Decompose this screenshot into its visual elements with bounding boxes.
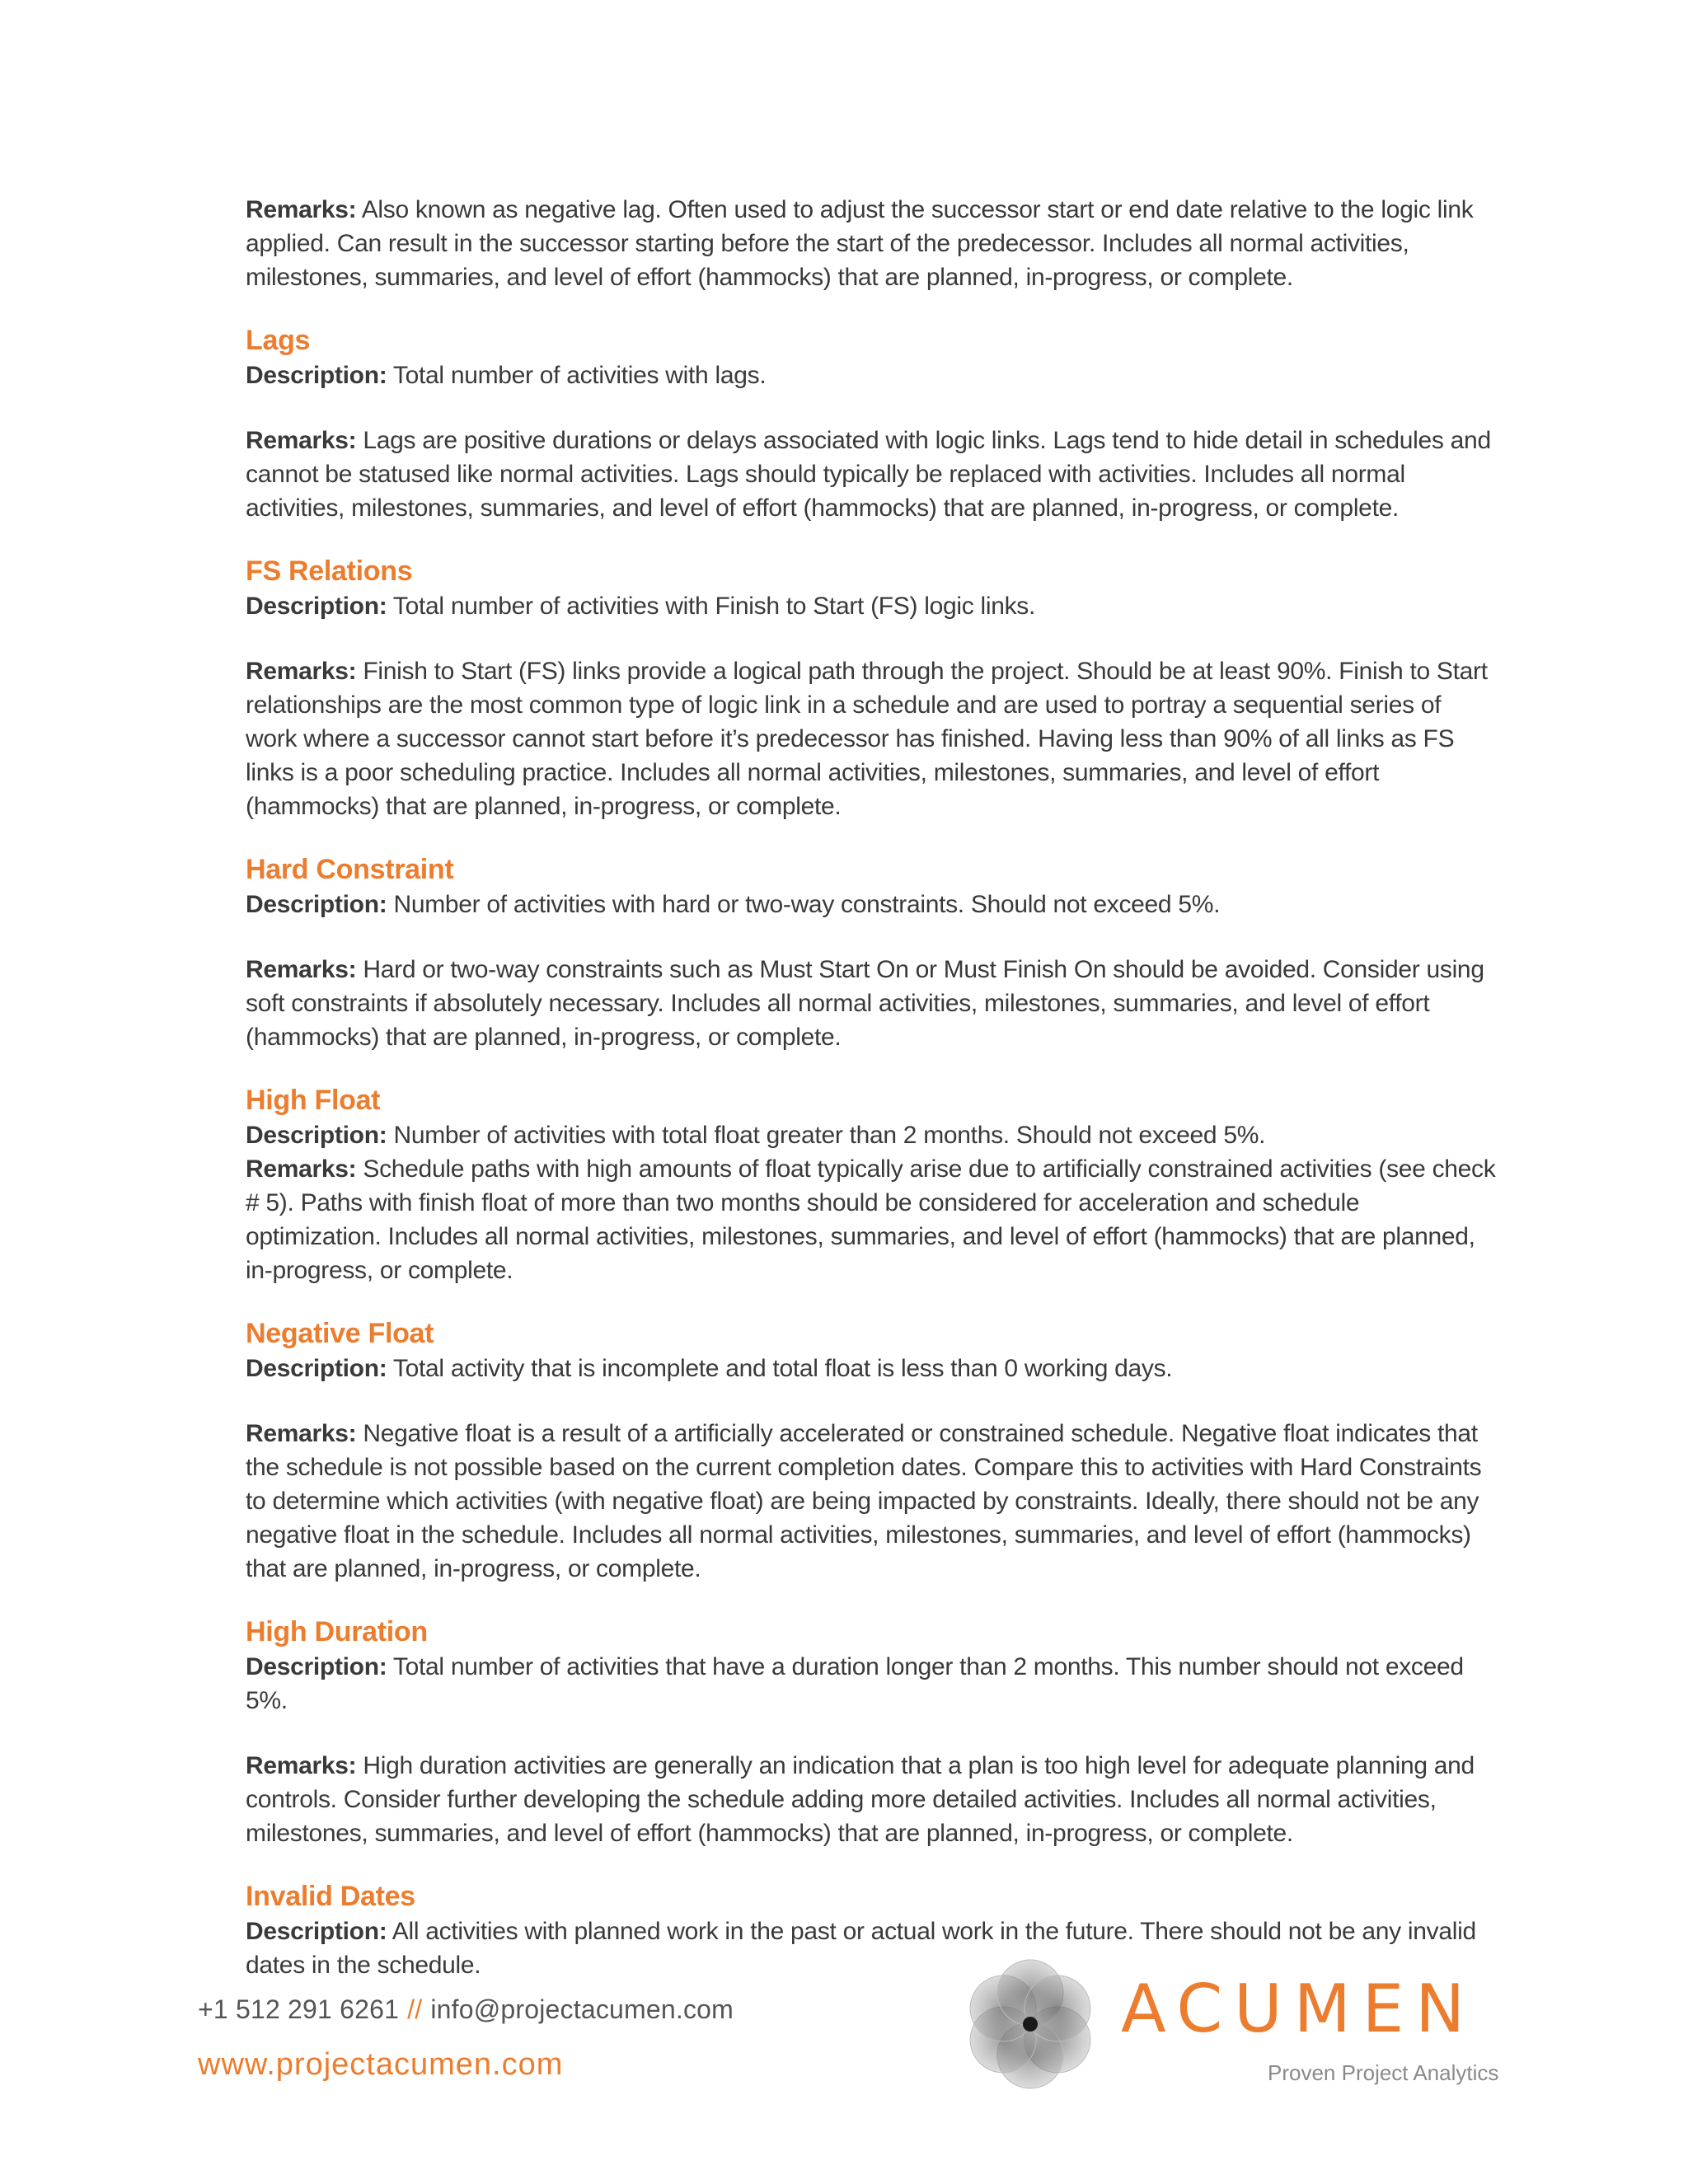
section-description: [246, 888, 1498, 921]
description-label: Description:: [246, 1653, 387, 1680]
description-label: Description:: [246, 891, 387, 918]
section-heading: Lags: [246, 325, 311, 356]
acumen-logo-icon: [963, 1957, 1098, 2092]
description-text: Total activity that is incomplete and total float is less than 0 working days.: [387, 1355, 1173, 1382]
logo-tagline: Proven Project Analytics: [1268, 2060, 1499, 2085]
description-label: Description:: [246, 1355, 387, 1382]
footer-contact: [198, 1994, 734, 2025]
logo-petal: [1025, 1975, 1090, 2041]
logo-wordmark: ACUMEN: [1121, 1971, 1477, 2047]
section-description: [246, 1352, 1498, 1385]
remarks-text: Negative float is a result of a artificially accelerated or constrained schedule. Negative float indicates that the schedule is not possible based on the current completion dates. Compare this to activities with Hard Constraints to determine which activities (with negative float) are being impacted by constraints. Ideally, there should not be any negative float in the schedule. Includes all normal activities, milestones, summaries, and level of effort (hammocks) that are planned, in-progress, or complete.: [246, 1420, 1482, 1582]
footer-separator: //: [407, 1994, 423, 2024]
remarks-text: Also known as negative lag. Often used to adjust the successor start or end date relative to the logic link applied. Can result in the successor starting before the start of the predecessor. Includes all normal activities, milestones, summaries, and level of effort (hammocks) that are planned, in-progress, or complete.: [246, 196, 1474, 291]
description-text: Total number of activities that have a duration longer than 2 months. This number should not exceed 5%.: [246, 1653, 1464, 1714]
remarks-label: Remarks:: [246, 1752, 357, 1779]
section-description: [246, 589, 1498, 623]
description-text: Number of activities with total float greater than 2 months. Should not exceed 5%.: [387, 1122, 1266, 1149]
description-text: Number of activities with hard or two-way constraints. Should not exceed 5%.: [387, 891, 1221, 918]
section-heading: FS Relations: [246, 555, 413, 587]
section-heading: High Duration: [246, 1616, 428, 1647]
remarks-text: Schedule paths with high amounts of float typically arise due to artificially constrained activities (see check # 5). Paths with finish float of more than two months should be considered for acceleration and schedule optimization. Includes all normal activities, milestones, summaries, and level of effort (hammocks) that are planned, in-progress, or complete.: [246, 1155, 1496, 1284]
section-remarks: [246, 953, 1498, 1054]
description-text: Total number of activities with Finish to Start (FS) logic links.: [387, 593, 1036, 620]
remarks-label: Remarks:: [246, 427, 357, 454]
remarks-label: Remarks:: [246, 658, 357, 685]
description-label: Description:: [246, 362, 387, 389]
section-remarks: [246, 1417, 1498, 1586]
section-description: [246, 359, 1498, 392]
section-remarks: [246, 654, 1498, 823]
remarks-label: Remarks:: [246, 1155, 357, 1183]
remarks-text: High duration activities are generally an indication that a plan is too high level for adequate planning and controls. Consider further developing the schedule adding more detailed activities. Includes all normal activities, milestones, summaries, and level of effort (hammocks) that are planned, in-progress, or complete.: [246, 1752, 1475, 1847]
intro-remarks: [246, 193, 1498, 294]
description-label: Description:: [246, 593, 387, 620]
footer-website[interactable]: www.projectacumen.com: [198, 2047, 564, 2082]
footer-email[interactable]: info@projectacumen.com: [430, 1994, 734, 2024]
remarks-label: Remarks:: [246, 1420, 357, 1447]
section-heading: Invalid Dates: [246, 1881, 415, 1912]
description-text: All activities with planned work in the past or actual work in the future. There should not be any invalid dates in the schedule.: [246, 1918, 1476, 1979]
description-label: Description:: [246, 1918, 387, 1945]
remarks-text: Lags are positive durations or delays associated with logic links. Lags tend to hide detail in schedules and cannot be statused like normal activities. Lags should typically be replaced with activities. Includes all normal activities, milestones, summaries, and level of effort (hammocks) that are planned, in-progress, or complete.: [246, 427, 1491, 522]
section-heading: Negative Float: [246, 1318, 434, 1349]
footer-phone: +1 512 291 6261: [198, 1994, 400, 2024]
remarks-label: Remarks:: [246, 196, 357, 223]
document-body: [246, 193, 1498, 1982]
section-description: [246, 1650, 1498, 1718]
metric-sections: [246, 322, 1498, 1982]
description-text: Total number of activities with lags.: [387, 362, 767, 389]
section-remarks: [246, 1749, 1498, 1850]
remarks-label: Remarks:: [246, 956, 357, 983]
section-remarks: [246, 1152, 1498, 1287]
section-heading: High Float: [246, 1085, 381, 1116]
remarks-text: Hard or two-way constraints such as Must Start On or Must Finish On should be avoided. Consider using soft constraints if absolutely necessary. Includes all normal activities, milestones, summaries, and level of effort (hammocks) that are planned, in-progress, or complete.: [246, 956, 1484, 1051]
section-remarks: [246, 424, 1498, 525]
section-description: [246, 1118, 1498, 1152]
description-label: Description:: [246, 1122, 387, 1149]
remarks-text: Finish to Start (FS) links provide a logical path through the project. Should be at least 90%. Finish to Start relationships are the most common type of logic link in a schedule and are used to portray a sequential series of work where a successor cannot start before it’s predecessor has finished. Having less than 90% of all links as FS links is a poor scheduling practice. Includes all normal activities, milestones, summaries, and level of effort (hammocks) that are planned, in-progress, or complete.: [246, 658, 1488, 820]
section-heading: Hard Constraint: [246, 854, 454, 885]
